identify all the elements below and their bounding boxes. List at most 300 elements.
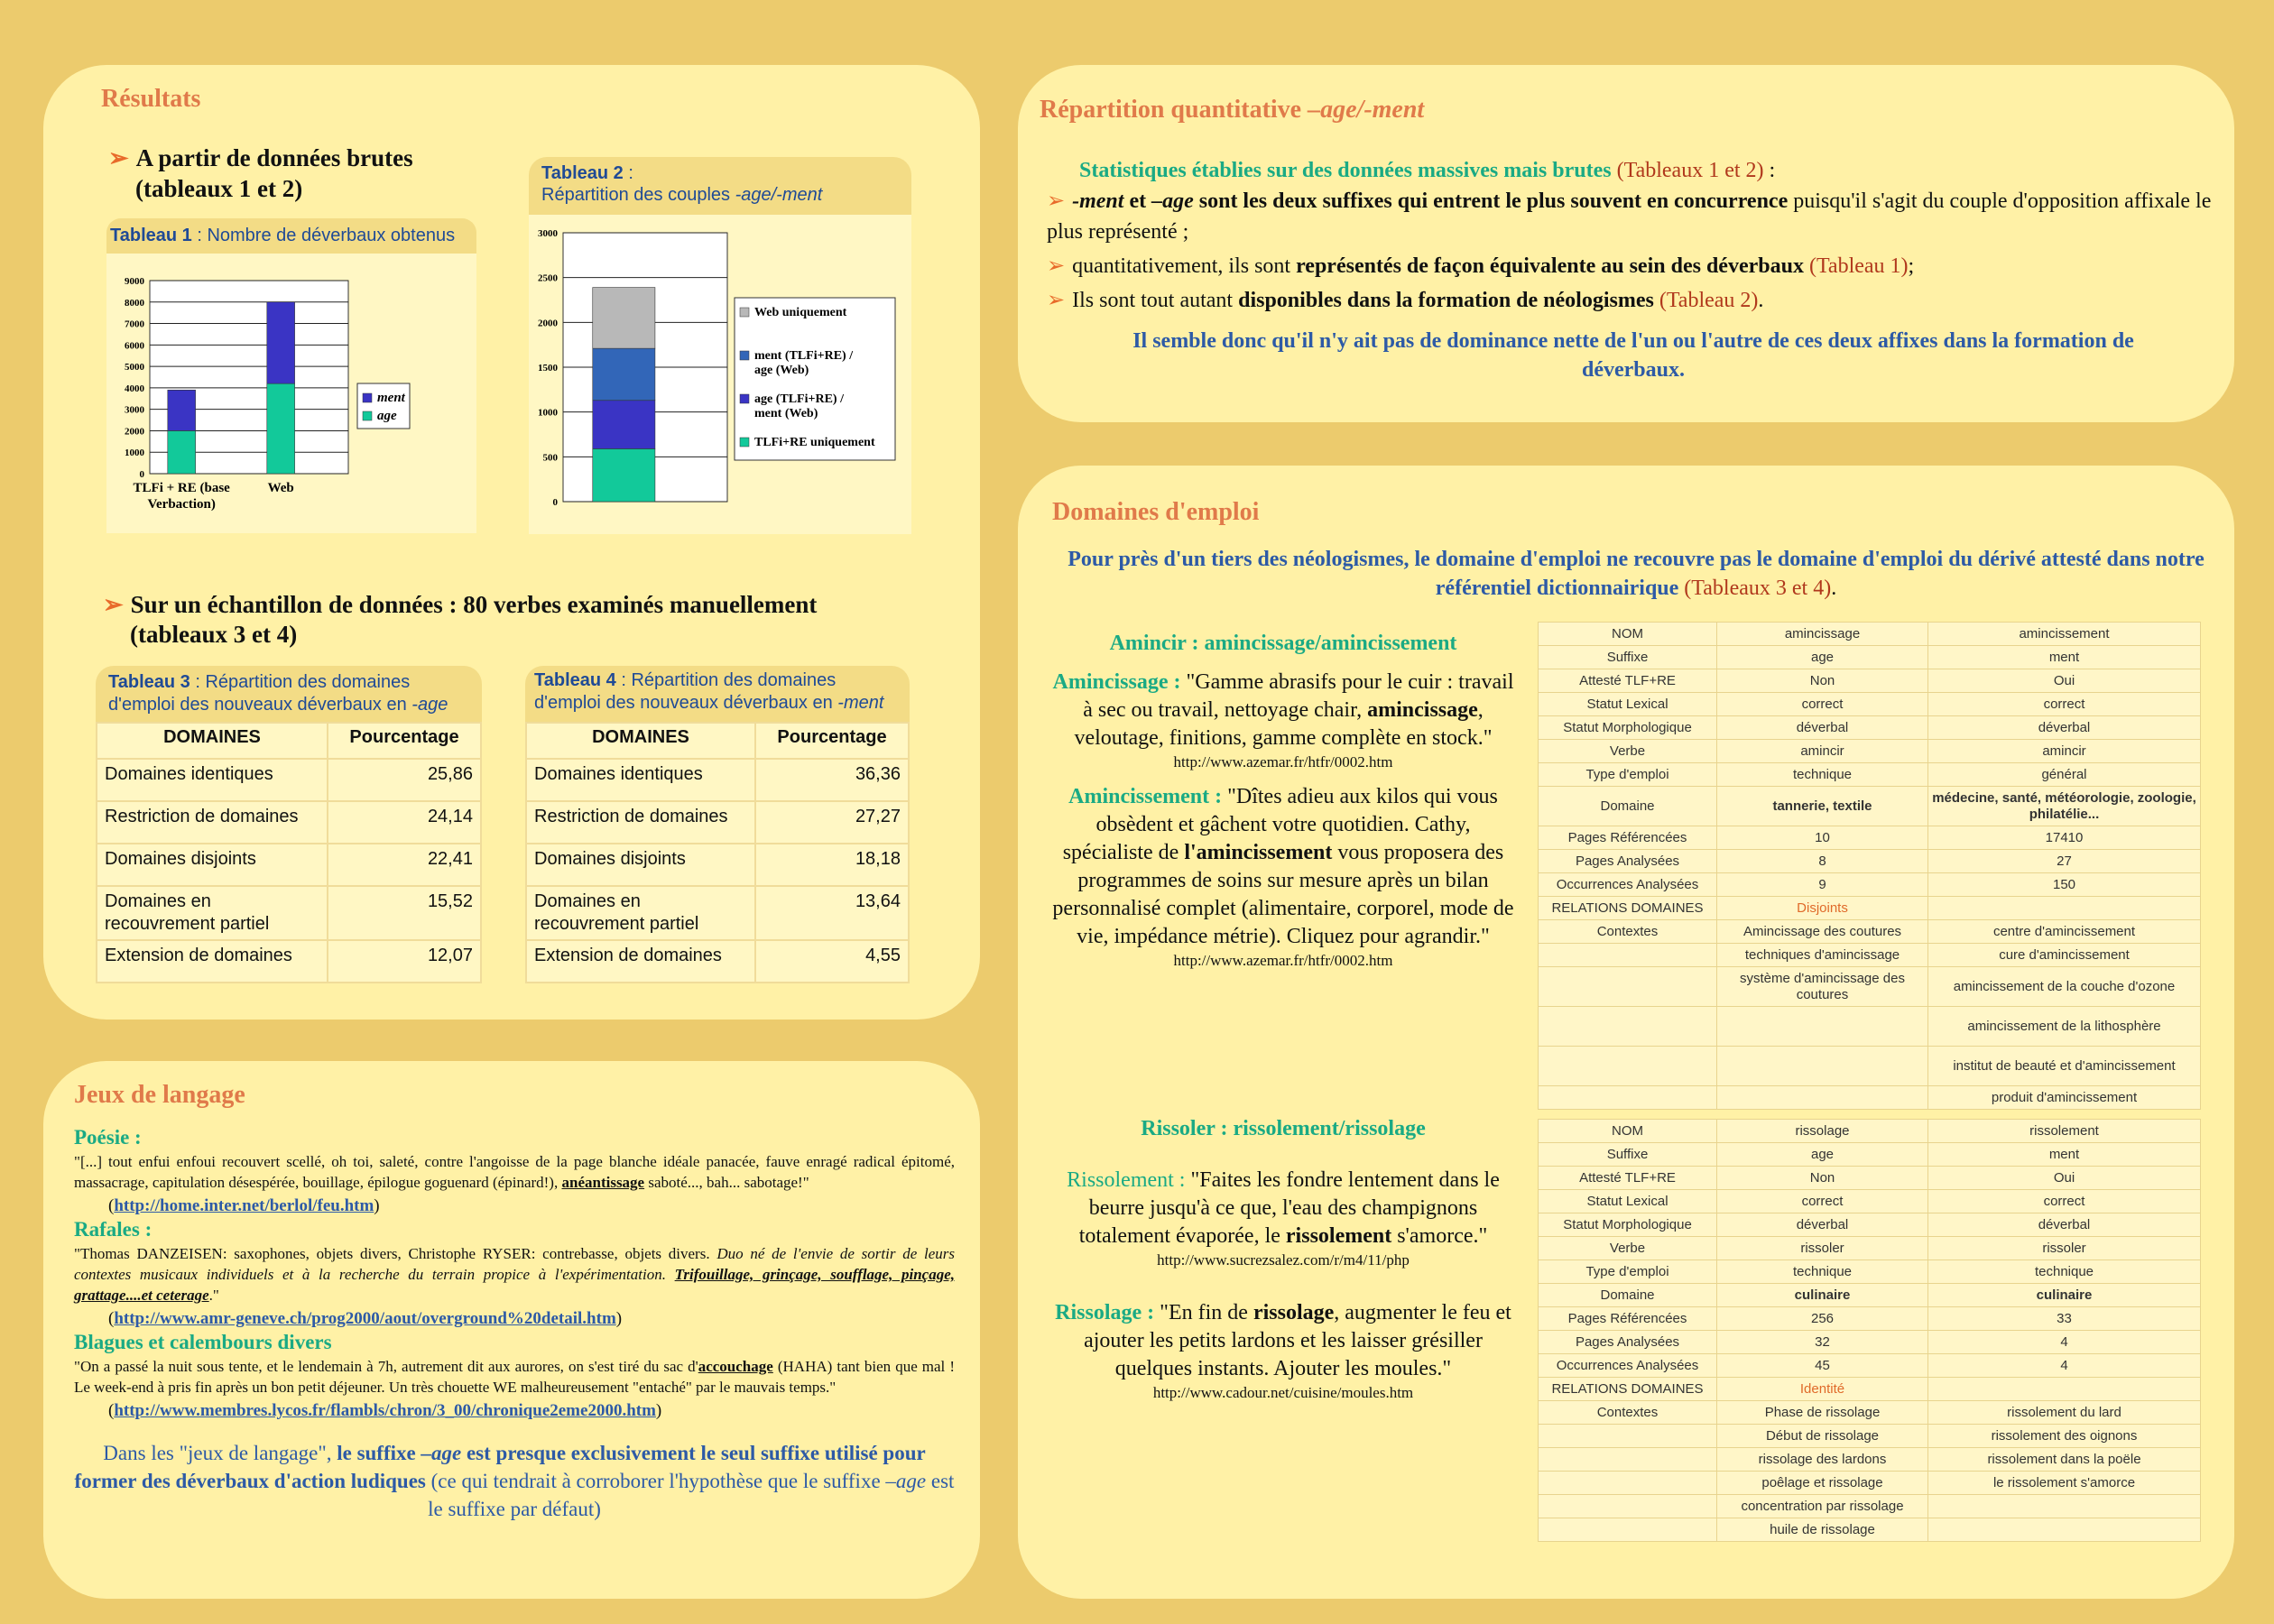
example-heading: Rissolage :	[1055, 1301, 1160, 1324]
cell-value: rissolement	[1928, 1120, 2201, 1143]
b1-bold: sont les deux suffixes qui entrent le plus souvent en concurrence	[1193, 189, 1789, 213]
table-row	[97, 940, 481, 983]
cell-value: 13,64	[755, 886, 909, 940]
table-row	[1539, 1086, 2201, 1110]
table-row	[1539, 716, 2201, 740]
table-row	[97, 844, 481, 886]
repartition-panel	[1018, 65, 2234, 422]
repartition-title-text: Répartition quantitative	[1040, 96, 1308, 124]
cell-label: Extension de domaines	[97, 940, 328, 983]
stat-line	[1079, 155, 2220, 186]
poesie-quote	[74, 1151, 955, 1193]
cell-value: Identité	[1717, 1378, 1928, 1401]
cell-value: 256	[1717, 1307, 1928, 1331]
cell-value: produit d'amincissement	[1928, 1086, 2201, 1110]
cell-label: Domaines disjoints	[526, 844, 755, 886]
bar-segment	[267, 383, 295, 474]
cell-value: Phase de rissolage	[1717, 1401, 1928, 1425]
row-label	[1539, 1047, 1717, 1086]
poesie-source: (http://home.inter.net/berlol/feu.htm)	[108, 1196, 380, 1215]
table-row	[1539, 967, 2201, 1007]
bar-segment	[593, 348, 655, 401]
legend-label: age (Web)	[754, 364, 809, 377]
quote-text: "[...] tout enfui enfoui recouvert scellé, oh toi, saleté, contre l'angoisse de la page blanche idéale panacée, fauve enragé radical épitomé, massacrage, capitulation désespérée, bouillage, épilogue goguenard (épinard!),	[74, 1153, 955, 1191]
b3-bold: disponibles dans la formation de néologismes	[1238, 289, 1654, 312]
arrow-bullet-icon: ➢	[1047, 254, 1066, 278]
cell-value: 25,86	[328, 759, 481, 801]
b1-text: puisqu'il s'agit du couple d'opposition affixale le plus représenté ;	[1047, 189, 2212, 244]
rafales-heading: Rafales :	[74, 1218, 153, 1241]
header-domaines: DOMAINES	[526, 723, 755, 759]
tableau3-card	[96, 666, 482, 983]
example-url[interactable]: http://www.cadour.net/cuisine/moules.htm	[1152, 1384, 1414, 1401]
b1-suffix: -ment	[1072, 189, 1124, 213]
tableau4-table	[525, 722, 910, 983]
cell-label: Domaines identiques	[526, 759, 755, 801]
cell-value: ment	[1928, 1143, 2201, 1167]
quote-text-end: (HAHA) tant bien que mal ! Le week-end à pris fin après un bon petit déjeuner. Un très chouette WE malheureusement "entaché" par le mauvais temps."	[74, 1358, 955, 1396]
conclusion-text-2: (ce qui tendrait à corroborer l'hypothèse que le suffixe	[425, 1470, 886, 1492]
cell-value	[1928, 1378, 2201, 1401]
table-row	[1539, 1120, 2201, 1143]
repartition-conclusion: Il semble donc qu'il n'y ait pas de dominance nette de l'un ou l'autre de ces deux affixes dans la formation de déverbaux.	[1132, 329, 2134, 382]
row-label: RELATIONS DOMAINES	[1539, 897, 1717, 920]
tableau3-label: Tableau 3	[108, 672, 190, 692]
table-row	[526, 844, 909, 886]
example-word: amincissage	[1367, 698, 1478, 722]
cell-value: 27	[1928, 850, 2201, 873]
tableau2-caption-suffix: -age/-ment	[735, 185, 823, 205]
cell-label: Extension de domaines	[526, 940, 755, 983]
row-label: Attesté TLF+RE	[1539, 669, 1717, 693]
cell-value: technique	[1928, 1260, 2201, 1284]
table-row	[1539, 1331, 2201, 1354]
row-label: Pages Référencées	[1539, 826, 1717, 850]
table-row	[1539, 1284, 2201, 1307]
y-tick-label: 3000	[125, 404, 144, 416]
cell-value: 36,36	[755, 759, 909, 801]
row-label: Type d'emploi	[1539, 763, 1717, 787]
example-text-end: vous proposera des programmes de soins sur mesure après un bilan personnalisé complet (alimentaire, corporel, mode de vie, impédance métrie). Cliquez pour agrandir."	[1052, 841, 1514, 948]
cell-value: huile de rissolage	[1717, 1518, 1928, 1542]
b1-suffix-2: –age	[1151, 189, 1194, 213]
cell-value: Non	[1717, 669, 1928, 693]
cell-value: 8	[1717, 850, 1928, 873]
tableau2-caption-2: Répartition des couples	[541, 185, 735, 205]
cell-value	[1928, 1518, 2201, 1542]
row-label: Statut Morphologique	[1539, 1213, 1717, 1237]
arrow-bullet-icon: ➢	[103, 591, 124, 618]
table-row	[1539, 873, 2201, 897]
cell-value: 18,18	[755, 844, 909, 886]
y-tick-label: 3000	[538, 228, 558, 239]
table-row	[1539, 693, 2201, 716]
quote-word: accouchage	[698, 1358, 773, 1375]
table-row	[1539, 850, 2201, 873]
y-tick-label: 500	[542, 452, 558, 464]
repartition-bullet-3	[1047, 285, 2220, 316]
bullet-text-2: (tableaux 1 et 2)	[135, 175, 303, 202]
cell-value: correct	[1928, 1190, 2201, 1213]
row-label: Verbe	[1539, 1237, 1717, 1260]
legend-label: Web uniquement	[754, 306, 847, 319]
table-row	[1539, 897, 2201, 920]
y-tick-label: 7000	[125, 318, 144, 330]
table-row	[1539, 944, 2201, 967]
cell-value: centre d'amincissement	[1928, 920, 2201, 944]
domaines-title: Domaines d'emploi	[1052, 498, 1260, 526]
cell-value: poêlage et rissolage	[1717, 1472, 1928, 1495]
y-tick-label: 2500	[538, 272, 558, 284]
y-tick-label: 9000	[125, 276, 144, 287]
example-text-end: , veloutage, finitions, gamme complète en stock."	[1074, 698, 1493, 750]
cell-value: 10	[1717, 826, 1928, 850]
repartition-bullet-2	[1047, 251, 2220, 281]
jeux-content	[74, 1124, 955, 1523]
row-label: Statut Lexical	[1539, 693, 1717, 716]
amincir-table	[1538, 622, 2201, 1110]
b1-et: et	[1123, 189, 1152, 213]
b3-text: Ils sont tout autant	[1072, 289, 1239, 312]
row-label	[1539, 1425, 1717, 1448]
cell-value	[1717, 1007, 1928, 1047]
table-row	[97, 801, 481, 844]
tableau3-caption: : Répartition des domaines d'emploi des nouveaux déverbaux en	[108, 672, 412, 715]
cell-value: correct	[1928, 693, 2201, 716]
cell-value	[1717, 1086, 1928, 1110]
cell-value: 17410	[1928, 826, 2201, 850]
cell-value: culinaire	[1717, 1284, 1928, 1307]
cell-value: 22,41	[328, 844, 481, 886]
row-label: Occurrences Analysées	[1539, 873, 1717, 897]
table-row	[1539, 1007, 2201, 1047]
cell-value: Début de rissolage	[1717, 1425, 1928, 1448]
table-row	[1539, 1518, 2201, 1542]
cell-value: amincir	[1717, 740, 1928, 763]
quote-text: "Thomas DANZEISEN: saxophones, objets divers, Christophe RYSER: contrebasse, objets divers.	[74, 1245, 717, 1262]
cell-value: concentration par rissolage	[1717, 1495, 1928, 1518]
cell-value: 27,27	[755, 801, 909, 844]
poesie-link[interactable]: http://home.inter.net/berlol/feu.htm	[114, 1196, 374, 1215]
row-label: NOM	[1539, 1120, 1717, 1143]
row-label: Suffixe	[1539, 646, 1717, 669]
tableau1-caption: : Nombre de déverbaux obtenus	[191, 226, 456, 245]
cell-value: rissolement des oignons	[1928, 1425, 2201, 1448]
y-tick-label: 8000	[125, 297, 144, 309]
y-tick-label: 0	[139, 469, 144, 480]
b3-end: .	[1758, 289, 1764, 312]
table-row	[1539, 669, 2201, 693]
table-row	[1539, 787, 2201, 826]
amincir-heading: Amincir : amincissage/amincissement	[1109, 632, 1457, 655]
row-label	[1539, 1448, 1717, 1472]
quote-text-end: ."	[208, 1287, 219, 1304]
table-row	[1539, 1143, 2201, 1167]
cell-value: 9	[1717, 873, 1928, 897]
table-row	[1539, 1401, 2201, 1425]
legend-swatch	[363, 411, 372, 420]
row-label: Type d'emploi	[1539, 1260, 1717, 1284]
row-label	[1539, 1495, 1717, 1518]
example-text: "Faites les fondre lentement dans le beurre jusqu'à ce que, l'eau des champignons totalement évaporée, le	[1078, 1168, 1500, 1248]
table-row	[1539, 1425, 2201, 1448]
example-text: "Dîtes adieu aux kilos qui vous obsèdent et gâchent votre quotidien. Cathy, spécialiste de	[1062, 785, 1498, 864]
intro-end: .	[1831, 577, 1837, 600]
cell-value: Non	[1717, 1167, 1928, 1190]
cell-value: Oui	[1928, 669, 2201, 693]
cell-value: 150	[1928, 873, 2201, 897]
cell-value: déverbal	[1717, 1213, 1928, 1237]
cell-value: age	[1717, 646, 1928, 669]
tableau2-label: Tableau 2	[541, 163, 624, 183]
row-label	[1539, 967, 1717, 1007]
example-amincissement	[1049, 783, 1518, 951]
example-rissolage	[1049, 1299, 1518, 1383]
table-row	[1539, 1448, 2201, 1472]
row-label: Statut Morphologique	[1539, 716, 1717, 740]
cell-value: médecine, santé, météorologie, zoologie, philatélie...	[1928, 787, 2201, 826]
header-domaines: DOMAINES	[97, 723, 328, 759]
cell-value: rissolement dans la poële	[1928, 1448, 2201, 1472]
table-header-row	[526, 723, 909, 759]
example-word: l'amincissement	[1184, 841, 1333, 864]
cell-value: rissolage des lardons	[1717, 1448, 1928, 1472]
row-label: Domaine	[1539, 787, 1717, 826]
quote-italic: Duo né de l'envie de sortir de leurs contextes musicaux individuels et à la recherche du terrain propice à l'expérimentation.	[74, 1245, 955, 1283]
example-text: "En fin de	[1160, 1301, 1253, 1324]
cell-value: institut de beauté et d'amincissement	[1928, 1047, 2201, 1086]
rissoler-examples	[1049, 1115, 1518, 1403]
example-text: "Gamme abrasifs pour le cuir : travail à sec ou travail, nettoyage chair,	[1083, 670, 1514, 722]
quote-text-end: saboté..., bah... sabotage!"	[644, 1174, 809, 1191]
cell-label: Restriction de domaines	[97, 801, 328, 844]
row-label: Attesté TLF+RE	[1539, 1167, 1717, 1190]
example-word: rissolage	[1253, 1301, 1335, 1324]
cell-value: déverbal	[1717, 716, 1928, 740]
table-row	[526, 801, 909, 844]
table-row	[1539, 763, 2201, 787]
x-tick-label: Verbaction)	[147, 497, 216, 512]
row-label	[1539, 1086, 1717, 1110]
row-label: Statut Lexical	[1539, 1190, 1717, 1213]
conclusion-text: Dans les "jeux de langage",	[103, 1442, 337, 1464]
table-row	[1539, 646, 2201, 669]
table-row	[1539, 623, 2201, 646]
cell-value: age	[1717, 1143, 1928, 1167]
cell-value: culinaire	[1928, 1284, 2201, 1307]
poesie-heading: Poésie :	[74, 1126, 142, 1149]
cell-value: 15,52	[328, 886, 481, 940]
cell-value: amincissage	[1717, 623, 1928, 646]
legend-swatch	[740, 308, 749, 317]
table-row	[1539, 826, 2201, 850]
row-label: NOM	[1539, 623, 1717, 646]
table-row	[1539, 1047, 2201, 1086]
cell-label: Domaines en recouvrement partiel	[526, 886, 755, 940]
row-label: Occurrences Analysées	[1539, 1354, 1717, 1378]
b3-ref: (Tableau 2)	[1653, 289, 1759, 312]
example-text-end: s'amorce."	[1391, 1224, 1488, 1248]
table-row	[1539, 1167, 2201, 1190]
y-tick-label: 5000	[125, 362, 144, 374]
table-row	[1539, 1378, 2201, 1401]
arrow-bullet-icon: ➢	[108, 144, 129, 171]
legend-label: TLFi+RE uniquement	[754, 436, 875, 449]
rissoler-heading: Rissoler : rissolement/rissolage	[1141, 1117, 1426, 1140]
cell-value: correct	[1717, 693, 1928, 716]
table-row	[1539, 740, 2201, 763]
blagues-heading: Blagues et calembours divers	[74, 1331, 332, 1353]
cell-value: rissolement du lard	[1928, 1401, 2201, 1425]
legend-swatch	[740, 394, 749, 403]
conclusion-suffix: –age	[421, 1442, 462, 1464]
cell-value: Amincissage des coutures	[1717, 920, 1928, 944]
conclusion-text-3: est le suffixe par défaut)	[428, 1470, 955, 1520]
tableau3-header	[96, 666, 482, 722]
y-tick-label: 2000	[538, 318, 558, 329]
domaines-panel	[1018, 466, 2234, 1599]
example-word: rissolement	[1285, 1224, 1392, 1248]
y-tick-label: 6000	[125, 340, 144, 352]
domaines-intro	[1054, 545, 2218, 603]
cell-value: 12,07	[328, 940, 481, 983]
arrow-bullet-icon: ➢	[1047, 289, 1066, 312]
row-label	[1539, 944, 1717, 967]
cell-value	[1928, 897, 2201, 920]
example-url[interactable]: http://www.azemar.fr/htfr/0002.htm	[1173, 952, 1393, 969]
bar-segment	[168, 390, 196, 430]
cell-value: techniques d'amincissage	[1717, 944, 1928, 967]
table-header-row	[97, 723, 481, 759]
resultats-panel	[43, 65, 980, 1020]
row-label: Contextes	[1539, 1401, 1717, 1425]
cell-value: 4	[1928, 1354, 2201, 1378]
y-tick-label: 4000	[125, 383, 144, 394]
repartition-content	[1047, 155, 2220, 384]
quote-word: Trifouillage, grinçage, soufflage, pinçage, grattage....et ceterage	[74, 1266, 955, 1304]
cell-value: amincissement de la lithosphère	[1928, 1007, 2201, 1047]
row-label: Pages Référencées	[1539, 1307, 1717, 1331]
example-url[interactable]: http://www.sucrezsalez.com/r/m4/11/php	[1157, 1251, 1410, 1269]
row-label: Suffixe	[1539, 1143, 1717, 1167]
example-heading: Amincissage :	[1052, 670, 1187, 694]
legend-swatch	[740, 438, 749, 447]
y-tick-label: 1500	[538, 363, 558, 374]
table-row	[1539, 1213, 2201, 1237]
cell-value: ment	[1928, 646, 2201, 669]
row-label: Domaine	[1539, 1284, 1717, 1307]
tableau4-header	[525, 666, 910, 722]
header-pourcentage: Pourcentage	[755, 723, 909, 759]
table-row	[1539, 1354, 2201, 1378]
table-row	[1539, 1472, 2201, 1495]
cell-label: Domaines en recouvrement partiel	[97, 886, 328, 940]
chart-tableau1	[106, 254, 476, 533]
example-rissolement	[1049, 1167, 1518, 1250]
example-text-end: , augmenter le feu et ajouter les petits lardons et les laisser grésiller quelques instants. Ajouter les moules."	[1084, 1301, 1511, 1380]
table-row	[526, 759, 909, 801]
bar-segment	[168, 430, 196, 474]
cell-label: Restriction de domaines	[526, 801, 755, 844]
table-row	[526, 940, 909, 983]
cell-value: 33	[1928, 1307, 2201, 1331]
example-amincissage	[1049, 669, 1518, 752]
cell-value: Oui	[1928, 1167, 2201, 1190]
tableau2-caption: :	[623, 163, 633, 183]
legend-label: ment	[377, 391, 405, 405]
quote-text: "On a passé la nuit sous tente, et le lendemain à 7h, autrement dit aux aurores, on s'est tiré du sac d'	[74, 1358, 698, 1375]
cell-value: 24,14	[328, 801, 481, 844]
b2-text: quantitativement, ils sont	[1072, 254, 1297, 278]
row-label: Pages Analysées	[1539, 850, 1717, 873]
legend-swatch	[363, 393, 372, 402]
blagues-link[interactable]: http://www.membres.lycos.fr/flambls/chron/3_00/chronique2eme2000.htm	[114, 1401, 656, 1420]
y-tick-label: 2000	[125, 426, 144, 438]
stat-colon: :	[1763, 159, 1776, 182]
bar-segment	[593, 288, 655, 349]
cell-label: Domaines identiques	[97, 759, 328, 801]
cell-value: 4	[1928, 1331, 2201, 1354]
conclusion-bold: le suffixe	[337, 1442, 421, 1464]
legend-label: ment (TLFi+RE) /	[754, 349, 854, 363]
table-row	[1539, 1260, 2201, 1284]
y-tick-label: 1000	[125, 448, 144, 459]
row-label: Contextes	[1539, 920, 1717, 944]
tableau4-caption: : Répartition des domaines d'emploi des nouveaux déverbaux en	[534, 670, 838, 713]
tableau1-card	[106, 218, 476, 536]
cell-value: technique	[1717, 763, 1928, 787]
table-row	[1539, 1495, 2201, 1518]
tableau2-header	[529, 157, 911, 215]
row-label: Pages Analysées	[1539, 1331, 1717, 1354]
tableau1-label: Tableau 1	[110, 226, 192, 245]
blagues-source: (http://www.membres.lycos.fr/flambls/chron/3_00/chronique2eme2000.htm)	[108, 1401, 662, 1420]
table-row	[1539, 1237, 2201, 1260]
cell-value: 45	[1717, 1354, 1928, 1378]
tableau2-card	[529, 157, 911, 534]
cell-value: 4,55	[755, 940, 909, 983]
jeux-conclusion	[74, 1439, 955, 1523]
blagues-quote	[74, 1356, 955, 1398]
repartition-bullet-1	[1047, 186, 2220, 247]
cell-value: amincissement	[1928, 623, 2201, 646]
row-label	[1539, 1472, 1717, 1495]
tableau4-card	[525, 666, 910, 983]
resultats-title: Résultats	[101, 85, 201, 113]
cell-value: déverbal	[1928, 1213, 2201, 1237]
row-label	[1539, 1518, 1717, 1542]
row-label: Verbe	[1539, 740, 1717, 763]
cell-value: rissolage	[1717, 1120, 1928, 1143]
tableau3-suffix: -age	[411, 695, 448, 715]
row-label	[1539, 1007, 1717, 1047]
cell-value: système d'amincissage des coutures	[1717, 967, 1928, 1007]
table-row	[1539, 1190, 2201, 1213]
row-label: RELATIONS DOMAINES	[1539, 1378, 1717, 1401]
legend-swatch	[740, 351, 749, 360]
chart-tableau2	[529, 215, 911, 534]
rafales-link[interactable]: http://www.amr-geneve.ch/prog2000/aout/overground%20detail.htm	[114, 1309, 616, 1328]
tableau3-table	[96, 722, 482, 983]
header-pourcentage: Pourcentage	[328, 723, 481, 759]
bullet-text-2: (tableaux 3 et 4)	[130, 621, 298, 648]
cell-label: Domaines disjoints	[97, 844, 328, 886]
amincir-examples	[1049, 630, 1518, 971]
example-url[interactable]: http://www.azemar.fr/htfr/0002.htm	[1173, 753, 1393, 770]
intro-ref: (Tableaux 3 et 4)	[1684, 577, 1832, 600]
tableau1-header	[106, 218, 476, 254]
cell-value: général	[1928, 763, 2201, 787]
